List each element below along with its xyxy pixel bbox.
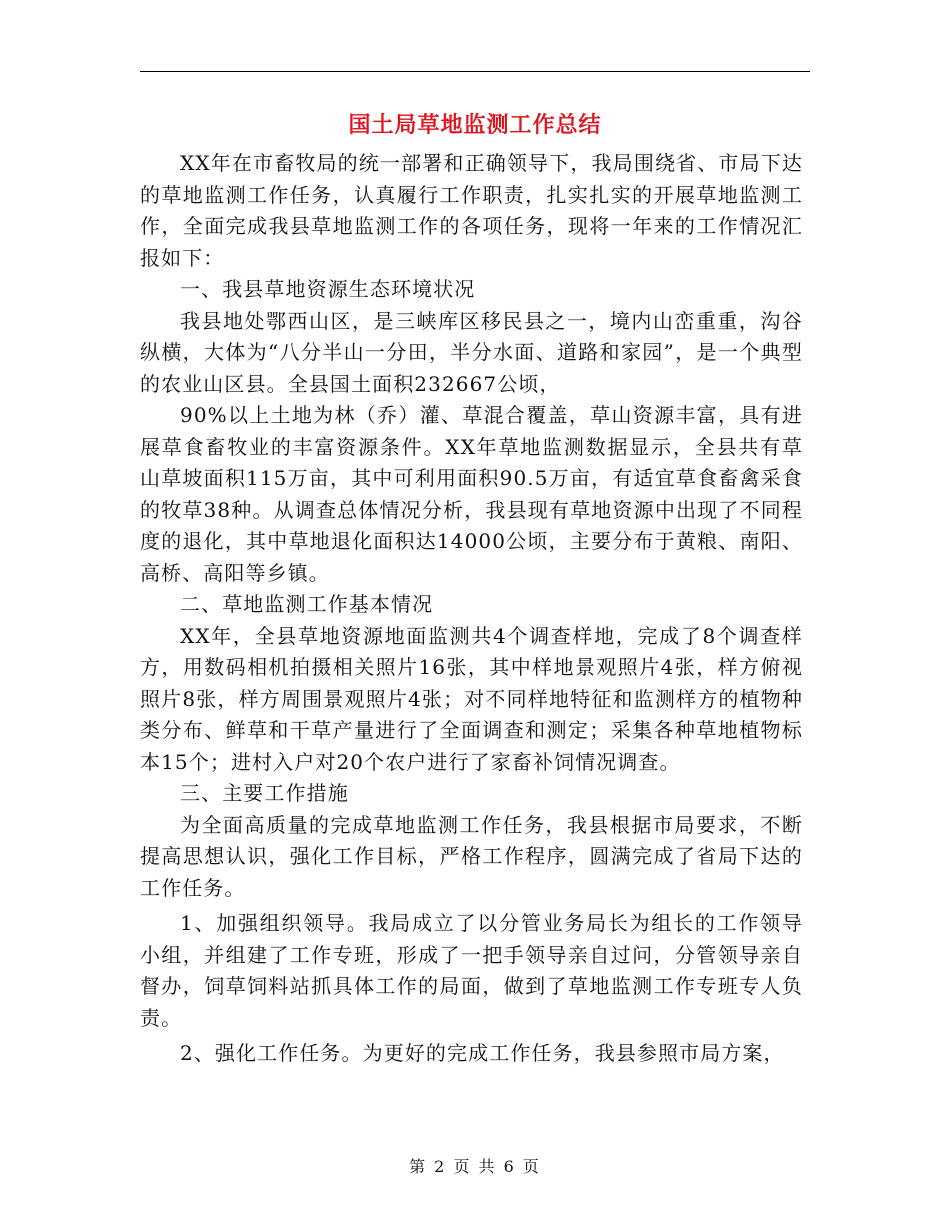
intro-paragraph: XX年在市畜牧局的统一部署和正确领导下，我局围绕省、市局下达的草地监测工作任务，认真履行工作职责，扎实扎实的开展草地监测工作，全面完成我县草地监测工作的各项任务，现将一年来的工作情况汇报如下：	[140, 151, 803, 270]
section-heading-2: 二、草地监测工作基本情况	[180, 592, 434, 616]
document-body	[140, 148, 803, 1070]
paragraph-tasks: 2、强化工作任务。为更好的完成工作任务，我县参照市局方案，	[180, 1041, 785, 1065]
section-heading-3: 三、主要工作措施	[180, 781, 349, 805]
document-title: 国土局草地监测工作总结	[348, 113, 602, 138]
section-heading-1: 一、我县草地资源生态环境状况	[180, 277, 476, 301]
paragraph-monitoring: XX年，全县草地资源地面监测共4个调查样地，完成了8个调查样方，用数码相机拍摄相关照片16张，其中样地景观照片4张，样方俯视照片8张，样方周围景观照片4张；对不同样地特征和监测样方的植物种类分布、鲜草和干草产量进行了全面调查和测定；采集各种草地植物标本15个；进村入户对20个农户进行了家畜补饲情况调查。	[140, 623, 803, 774]
paragraph-measures: 为全面高质量的完成草地监测工作任务，我县根据市局要求，不断提高思想认识，强化工作目标，严格工作程序，圆满完成了省局下达的工作任务。	[140, 812, 803, 900]
paragraph-resources: 90%以上土地为林（乔）灌、草混合覆盖，草山资源丰富，具有进展草食畜牧业的丰富资源条件。XX年草地监测数据显示，全县共有草山草坡面积115万亩，其中可利用面积90.5万亩，有适宜草食畜禽采食的牧草38种。从调查总体情况分析，我县现有草地资源中出现了不同程度的退化，其中草地退化面积达14000公顷，主要分布于黄粮、南阳、高桥、高阳等乡镇。	[140, 403, 803, 585]
paragraph-geography: 我县地处鄂西山区，是三峡库区移民县之一，境内山峦重重，沟谷纵横，大体为“八分半山一分田，半分水面、道路和家园”，是一个典型的农业山区县。全县国土面积232667公顷，	[140, 308, 803, 396]
page-number: 第 2 页 共 6 页	[409, 1157, 541, 1176]
header-rule	[140, 71, 810, 72]
paragraph-organization: 1、加强组织领导。我局成立了以分管业务局长为组长的工作领导小组，并组建了工作专班，形成了一把手领导亲自过问，分管领导亲自督办，饲草饲料站抓具体工作的局面，做到了草地监测工作专班专人负责。	[140, 911, 803, 1030]
